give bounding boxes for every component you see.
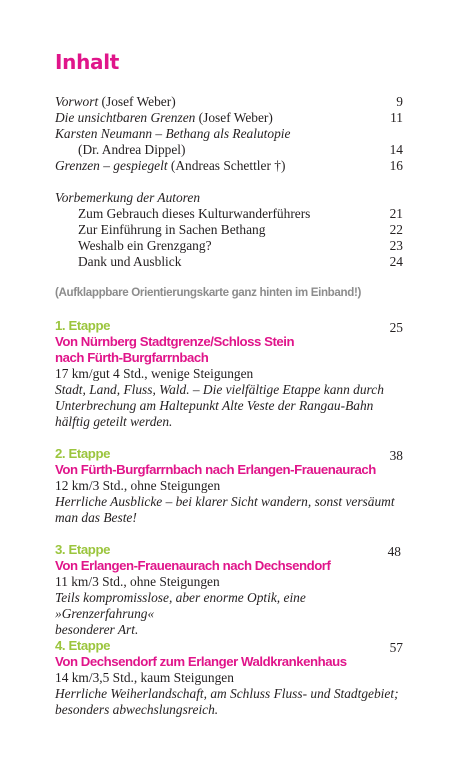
toc-page-number: 11 [390, 110, 403, 125]
toc-entry-title: Vorwort [55, 94, 99, 109]
preface-item-label: Weshalb ein Grenzgang? [78, 238, 212, 253]
toc-entry-author: (Josef Weber) [98, 94, 176, 109]
preface-item-label: Zum Gebrauch dieses Kulturwanderführers [78, 206, 311, 221]
stage-description: Teils kompromisslose, aber enorme Optik, eine »Grenzerfahrung« [55, 590, 306, 621]
stage-description: Unterbrechung am Haltepunkt Alte Veste der Rangau-Bahn [55, 398, 374, 413]
stage-title: Von Erlangen-Frauenaurach nach Dechsendorf [55, 558, 331, 573]
toc-entry-author: (Dr. Andrea Dippel) [78, 142, 186, 157]
stage-page-number: 57 [389, 640, 403, 655]
preface-title: Vorbemerkung der Autoren [55, 190, 201, 205]
stage-entry-2[interactable] [55, 446, 403, 526]
stage-description: Herrliche Ausblicke – bei klarer Sicht wandern, sonst versäumt [55, 494, 395, 509]
preface-item[interactable] [78, 254, 403, 270]
toc-entry-gespiegelt[interactable] [55, 158, 403, 174]
preface-item-label: Zur Einführung in Sachen Bethang [78, 222, 266, 237]
toc-entry-title: Die unsichtbaren Grenzen [55, 110, 196, 125]
stage-title: Von Fürth-Burgfarrnbach nach Erlangen-Frauenaurach [55, 462, 376, 477]
toc-page-number: 24 [389, 254, 403, 269]
toc-entry-author: (Andreas Schettler †) [167, 158, 286, 173]
preface-item-label: Dank und Ausblick [78, 254, 182, 269]
toc-entry-title: Karsten Neumann – Bethang als Realutopie [55, 126, 291, 141]
stage-description: besonderer Art. [55, 622, 139, 637]
toc-entry-neumann-author[interactable] [78, 142, 403, 158]
stage-entry-4[interactable] [55, 638, 403, 718]
preface-item[interactable] [78, 238, 403, 254]
toc-page-number: 21 [389, 206, 403, 221]
stage-description: man das Beste! [55, 510, 137, 525]
toc-entry-neumann[interactable] [55, 126, 403, 142]
stage-description: Herrliche Weiherlandschaft, am Schluss Fluss- und Stadtgebiet; [55, 686, 399, 701]
toc-page-number: 23 [389, 238, 403, 253]
toc-page-number: 16 [389, 158, 403, 173]
toc-entry-grenzen[interactable] [55, 110, 403, 126]
stage-entry-1[interactable] [55, 318, 403, 430]
toc-entry-author: (Josef Weber) [195, 110, 273, 125]
stage-title: Von Nürnberg Stadtgrenze/Schloss Stein [55, 334, 295, 349]
toc-page-number: 22 [389, 222, 403, 237]
map-note: (Aufklappbare Orientierungskarte ganz hinten im Einband!) [55, 286, 362, 299]
preface-item[interactable] [78, 222, 403, 238]
stage-meta: 12 km/3 Std., ohne Steigungen [55, 478, 221, 493]
stage-entry-3[interactable] [55, 542, 403, 638]
stage-description: besonders abwechslungsreich. [55, 702, 219, 717]
stage-page-number: 25 [389, 320, 403, 335]
stage-number: 1. Etappe [55, 318, 111, 333]
stage-number: 3. Etappe [55, 542, 111, 557]
stage-page-number: 48 [387, 544, 401, 559]
toc-page-number: 9 [396, 94, 403, 109]
preface-item[interactable] [78, 206, 403, 222]
stage-title: Von Dechsendorf zum Erlanger Waldkrankenhaus [55, 654, 347, 669]
preface-heading [55, 190, 403, 206]
stage-meta: 17 km/gut 4 Std., wenige Steigungen [55, 366, 254, 381]
stage-description: Stadt, Land, Fluss, Wald. – Die vielfältige Etappe kann durch [55, 382, 384, 397]
stage-title: nach Fürth-Burgfarrnbach [55, 350, 209, 365]
stage-meta: 11 km/3 Std., ohne Steigungen [55, 574, 220, 589]
stage-number: 4. Etappe [55, 638, 111, 653]
stage-description: hälftig geteilt werden. [55, 414, 173, 429]
stage-meta: 14 km/3,5 Std., kaum Steigungen [55, 670, 234, 685]
toc-entry-title: Grenzen – gespiegelt [55, 158, 168, 173]
stage-page-number: 38 [389, 448, 403, 463]
toc-page-number: 14 [389, 142, 403, 157]
stage-number: 2. Etappe [55, 446, 111, 461]
page-title: Inhalt [55, 50, 120, 74]
toc-entry-vorwort[interactable] [55, 94, 403, 110]
